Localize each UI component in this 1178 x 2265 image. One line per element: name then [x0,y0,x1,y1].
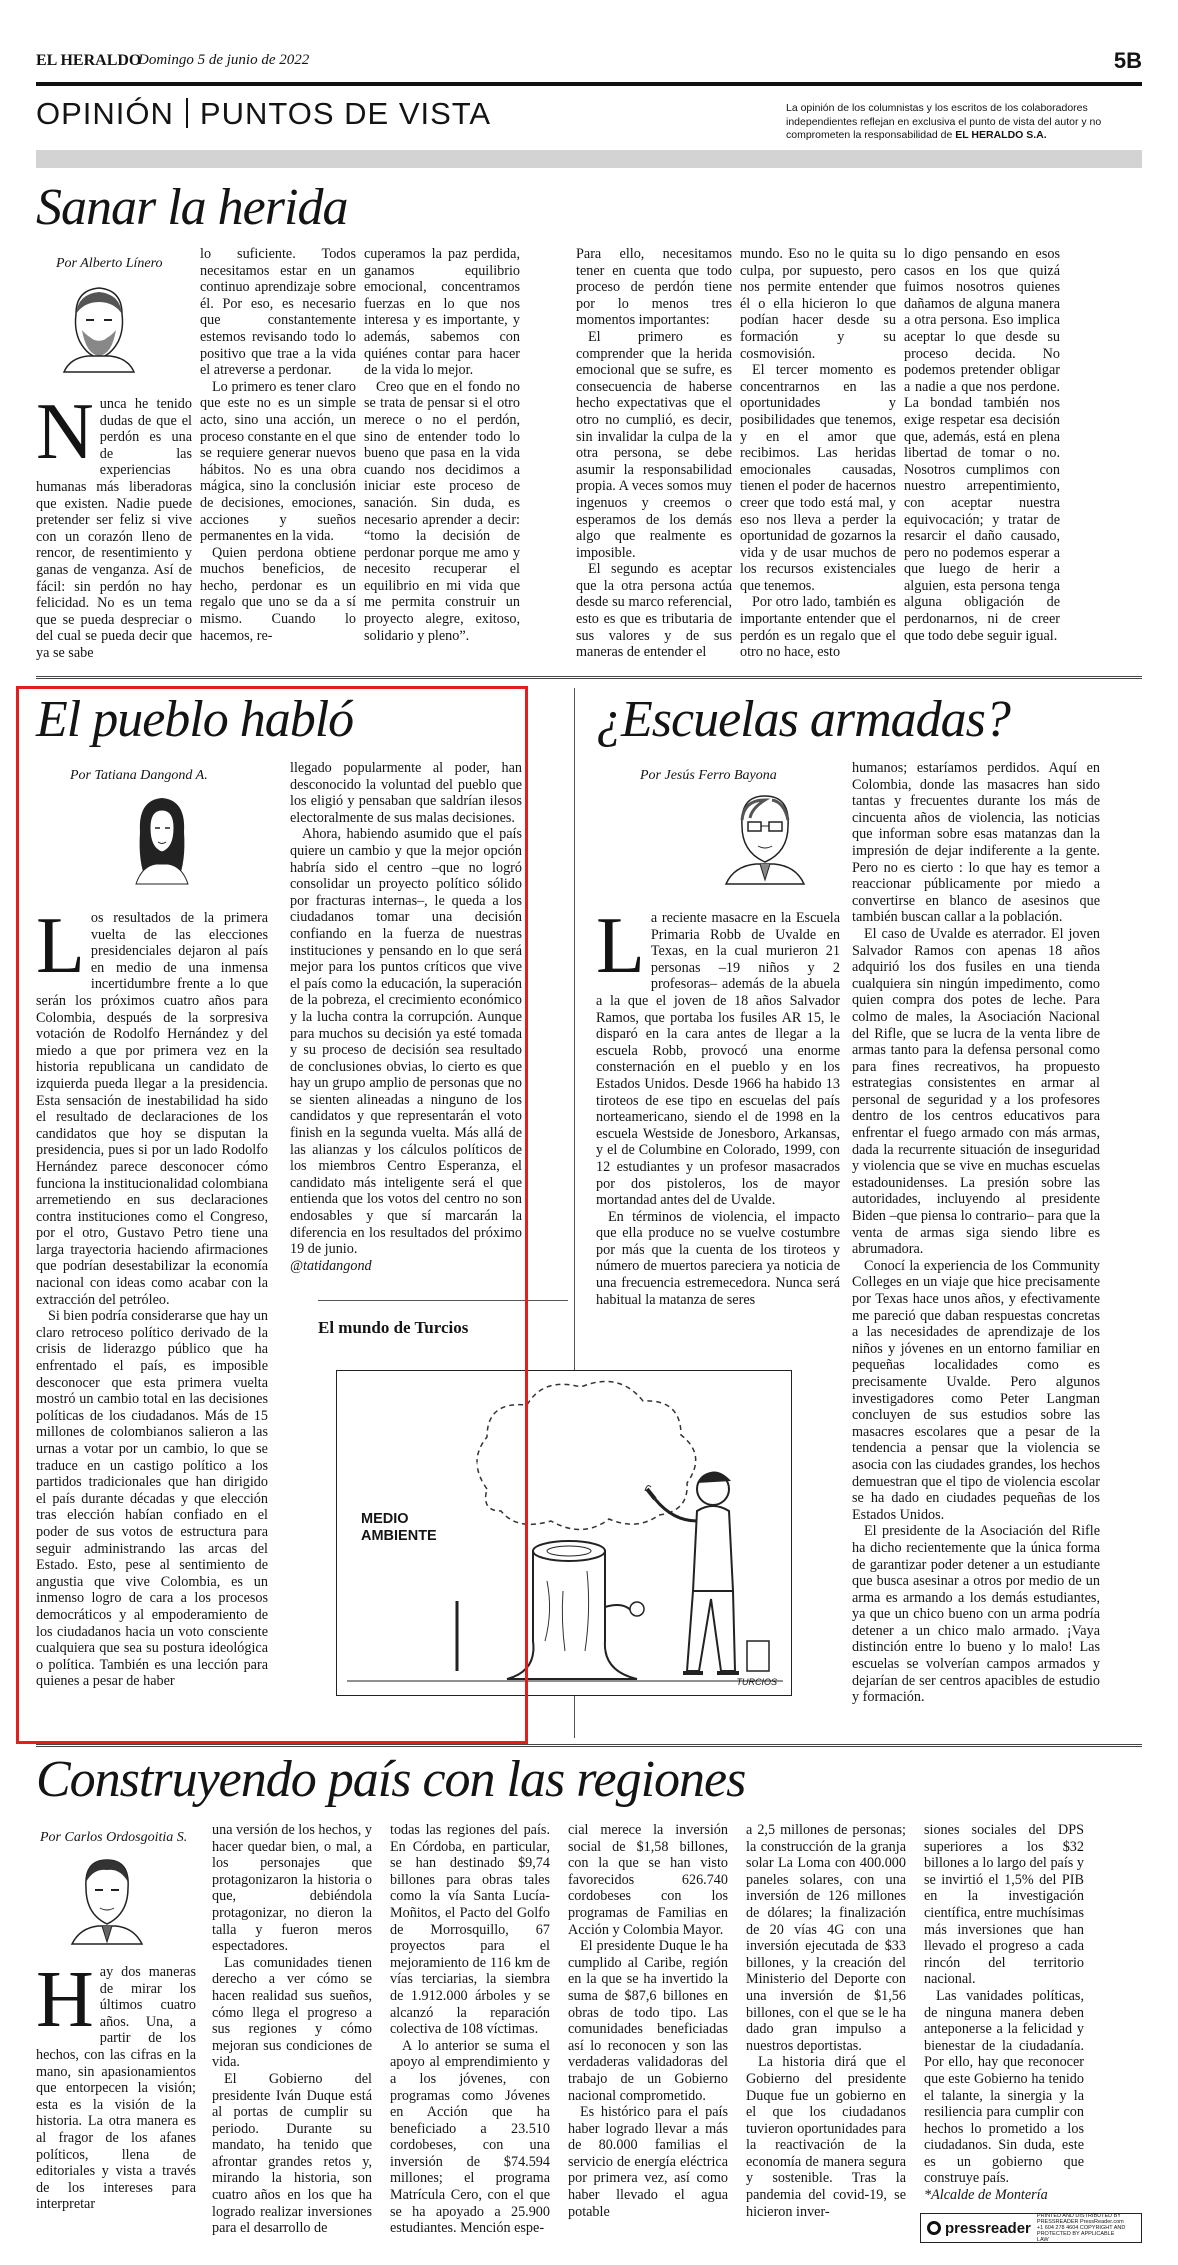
author-handle: @tatidangond [290,1257,372,1274]
article4-col-1: H ay dos maneras de mirar los últimos cuatro años. Una, a partir de los hechos, con las cifras en la mano, sin apasionamientos que entorpecen la visión; esta es la visión de la historia. La otra manera es al fragor de los afanes políticos, llena de editoriales y vista a través de los intereses para interpretar [36,1956,196,2213]
article-title-escuelas: ¿Escuelas armadas? [596,691,1010,748]
byline-dangond: Por Tatiana Dangond A. [70,768,208,783]
divider-bottom [36,1744,1142,1747]
disclaimer: La opinión de los columnistas y los escritos de los colaboradores independientes reflejan en exclusiva el punto de vista del autor y no comprometen la responsabilidad de EL HERALDO S.A. [786,102,1102,142]
article4-col-2: una versión de los hechos, y hacer quedar bien, o mal, a los personajes que protagonizaron la historia o que, debiéndola protagonizar, no dieron la talla y fueron meros espectadores. Las comunidades tienen derecho a ver cómo se hacen realidad sus sueños, cómo llega el progreso a sus regiones y cómo mejoran sus condiciones de vida. El Gobierno del presidente Iván Duque está al portas de cumplir su periodo. Durante su mandato, ha tenido que afrontar grandes retos y, mirando la historia, son cuatro años en los que ha logrado realizar inversiones para el desarrollo de [212,1822,372,2237]
pressreader-fineprint: PRINTED AND DISTRIBUTED BY PRESSREADER PressReader.com +1 604 278 4604 COPYRIGHT AND PROTECTED BY APPLICABLE LAW [1036,2213,1126,2243]
article1-col-2: lo suficiente. Todos necesitamos estar en un continuo aprendizaje sobre él. Por eso, es necesario que constantemente estemos revisando todo lo positivo que trae a la vida el atreverse a perdonar. Lo primero es tener claro que este no es un simple acto, sino una acción, un proceso constante en el que se requiere generar nuevos hábitos. No es una obra mágica, sino la conclusión de decisiones, emociones, acciones y sueños permanentes en la vida. Quien perdona obtiene muchos beneficios, de hecho, perdonar es un regalo que uno se da a sí mismo. Cuando lo hacemos, re- [200,246,357,644]
author-portrait-linero [62,280,136,372]
article-title-sanar: Sanar la herida [36,179,348,236]
article4-col-4: cial merece la inversión social de $1,58 billones, con la que se han visto favorecidos 626.740 cordobeses con los programas de Familias en Acción y Colombia Mayor. El presidente Duque le ha cumplido al Caribe, región en la que se ha invertido la suma de $87,6 billones en obras de todo tipo. Las comunidades beneficiadas así lo reconocen y son las verdaderas validadoras del trabajo de un Gobierno nacional comprometido. Es histórico para el país haber logrado llevar a más de 80.000 familias el servicio de energía eléctrica por primera vez, así como haber llevado el agua potable [568,1822,728,2220]
article3-col-1: L a reciente masacre en la Escuela Primaria Robb de Uvalde en Texas, en la cual murieron 21 personas –19 niños y 2 profesoras– además de la abuela a la que el joven de 18 años Salvador Ramos, que portaba los fusiles AR 15, le disparó en la cara antes de llegar a la escuela Robb, provocó una enorme consternación en el pueblo y en los Estados Unidos. Desde 1966 ha habido 13 tiroteos de ese tipo en escuelas del país norteamericano, siendo el de 1998 en la escuela Westside de Jonesboro, Arkansas, y el de Columbine en Colorado, 1999, con 12 estudiantes y un profesor masacrados por dos pistoleros, los de mayor mortandad antes del de Uvalde. En términos de violencia, el impacto que ella produce no se vuelve costumbre por más que la cuenta de los tiroteos y número de muertos pareciera ya noticia de una frecuencia estremecedora. Nunca será habitual la matanza de seres [596,902,840,1308]
drop-cap: L [596,902,645,990]
masthead-rule [36,82,1142,86]
article1-col-6: lo digo pensando en esos casos en los que quizá fuimos nosotros quienes dañamos de alguna manera a otra persona. Eso implica aceptar lo que desde su proceso decida. No podemos pretender obligar a nadie a que nos perdone. La bondad también nos exige respetar esa decisión que, además, está en plena libertad de tomar o no. Nosotros cumplimos con nuestro arrepentimiento, con aceptar nuestra equivocación; y tratar de resarcir el daño causado, pero no podemos esperar a que luego de herir a alguien, esta persona tenga alguna obligación de perdonarnos, ni de creer que todo debe seguir igual. [904,246,1060,644]
section-band [36,150,1142,168]
section-header [36,96,491,132]
pressreader-icon [927,2221,941,2235]
section-divider [186,98,188,128]
drop-cap: H [36,1956,94,2044]
cartoon-label: MEDIO AMBIENTE [361,1511,437,1544]
pressreader-badge [920,2213,1142,2243]
article2-col-1: L os resultados de la primera vuelta de las elecciones presidenciales dejaron al país en medio de una inmensa incertidumbre frente a lo que serán los próximos cuatro años para Colombia, después de la sorpresiva votación de Rodolfo Hernández y del miedo a que por primera vez en la historia republicana un candidato de izquierda pueda llegar a la presidencia. Esta sensación de inestabilidad ha sido el resultado de declaraciones de los candidatos que hoy se disputan la presidencia, pues si por un lado Rodolfo Hernández parece desconocer cómo funciona la institucionalidad colombiana arremetiendo en sus declaraciones contra instituciones como el Congreso, por el otro, Gustavo Petro tiene una larga trayectoria haciendo afirmaciones que podrían desestabilizar la economía nacional con ideas como acabar con la extracción del petróleo. Si bien podría considerarse que hay un claro retroceso político derivado de la crisis de liderazgo público que ha enfrentado el país, es imposible desconocer que esta primera vuelta mostró un cambio total en las decisiones políticas de los ciudadanos. Más de 15 millones de colombianos salieron a las urnas a votar por un cambio, lo que se traduce en un castigo político a los partidos tradicionales que han dirigido el país durante décadas y que elección tras elección habían confiado en el poder de sus votos de estructura para seguir administrando las arcas del Estado. Esto, pese al sentimiento de angustia que vive Colombia, es un inmenso logro de cara a los procesos democráticos y al empoderamiento de los ciudadanos hacia un voto consciente cualquiera que sea su postura ideológica o política. También es una lección para quienes a pesar de haber [36,902,268,1690]
pressreader-logo: pressreader [945,2219,1031,2237]
byline-ordosgoitia: Por Carlos Ordosgoitia S. [40,1830,188,1845]
author-role: *Alcalde de Montería [924,2187,1048,2204]
article4-col-6: siones sociales del DPS superiores a los $32 billones a lo largo del país y se invirtió el 1,5% del PIB en la investigación científica, entre muchísimas más inversiones que han llevado el progreso a cada rincón del territorio nacional. Las vanidades políticas, de ninguna manera deben anteponerse a la felicidad y bienestar de la ciudadanía. Por ello, hay que reconocer que este Gobierno ha tenido el talante, la sinergia y la resiliencia para cumplir con hechos lo prometido a los ciudadanos. Sin duda, este es un gobierno que construye país. *Alcalde de Montería [924,1822,1084,2204]
article1-col-1: N unca he tenido dudas de que el perdón es una de las experiencias humanas más liberadoras que existen. Nadie puede pretender ser feliz si vive con un corazón lleno de rencor, de resentimiento y ganas de venganza. Así de fácil: sin perdón no hay felicidad. No es un tema que se pueda despreciar o del cual se pueda decir que ya se sabe [36,388,192,661]
author-portrait-ferro [722,788,808,884]
page-number: 5B [1113,48,1142,73]
article2-col-2: llegado popularmente al poder, han desconocido la voluntad del pueblo que los eligió y pensaban que saldrían ilesos electoralmente de sus malas decisiones. Ahora, habiendo asumido que el país quiere un cambio y que la mejor opción habría sido el centro –que no logró consolidar un proyecto político sólido por fracturas internas–, le queda a los ciudadanos tomar una decisión confiando en la fuerza de nuestras instituciones y pensando en lo que será mejor para los puntos críticos que vive el país como la educación, la superación de la pobreza, el crecimiento económico y la lucha contra la corrupción. Aunque para muchos su decisión ya esté tomada y su proceso de decisión sea resultado de conclusiones obvias, lo cierto es que hay un grupo amplio de personas que no se sienten alineadas a ninguno de los candidatos y que representarán el voto finish en la segunda vuelta. Más allá de las alianzas y los cálculos políticos de los miembros Centro Esperanza, el candidato más inteligente será el que entienda que los votos del centro no son endosables y que sí marcarán la diferencia en los resultados del próximo 19 de junio. @tatidangond [290,760,522,1274]
article3-col-2: humanos; estaríamos perdidos. Aquí en Colombia, donde las masacres han sido tantas y frecuentes durante los más de cincuenta años de violencia, las noticias que informan sobre esas matanzas dan la impresión de dejar indiferente a la gente. Pero no es cierto : lo que hay es temor a reaccionar públicamente por miedo a convertirse en blanco de asesinos que también buscan callar a la población. El caso de Uvalde es aterrador. El joven Salvador Ramos con apenas 18 años adquirió los dos fusiles en una tienda cualquiera sin ningún impedimento, como quien compra dos potes de leche. Para colmo de males, la Asociación Nacional del Rifle, que se lucra de la venta libre de armas tanto para la defensa personal como para fines recreativos, ha propuesto estrategias consistentes en armar al personal de seguridad y a los profesores dentro de los centros educativos para enfrentar el fuego armado con más armas, dada la recurrente situación de inseguridad y violencia que se vive en muchas escuelas estadounidenses. La presión sobre las autoridades, incluyendo al presidente Biden –que piensa lo contrario– para que la venta de armas siga siendo libre es abrumadora. Conocí la experiencia de los Community Colleges en un viaje que hice precisamente por Texas hace unos años, y efectivamente me pareció que daban respuestas concretas a las necesidades de aprendizaje de los niños y jóvenes en un entorno familiar en pequeñas localidades como es precisamente Uvalde. Pero algunos investigadores como Peter Langman concluyen de sus estudios sobre las masacres escolares que a pesar de la tendencia a pensar que la violencia se asocia con las ciudades grandes, los hechos demuestran que el tipo de violencia escolar se ha dado en ciudades pequeñas de los Estados Unidos. El presidente de la Asociación del Rifle ha dicho recientemente que la única forma de garantizar poder detener a un estudiante que busca asesinar a otros por medio de un arma es armando a los demás estudiantes, ya que un chico bueno con un arma podría detener a un chico malo armado. ¡Vaya distinción entre lo bueno y lo malo! Las escuelas se volverían campos armados y dejarían de ser centros apacibles de estudio y formación. [852,760,1100,1706]
article1-col-3: cuperamos la paz perdida, ganamos equilibrio emocional, concentramos fuerzas en lo que nos interesa y es importante, y además, sabemos con quiénes contar para hacer de la vida lo mejor. Creo que en el fondo no se trata de pensar si el otro merece o no el perdón, sino de entender todo lo bueno que pasa en la vida cuando nos decidimos a iniciar este proceso de sanación. Sin duda, es necesario aprender a decir: “tomo la decisión de perdonar porque me amo y necesito recuperar el equilibrio en mi vida que me permita construir un proyecto alegre, exitoso, solidario y pleno”. [364,246,520,644]
article-title-construyendo: Construyendo país con las regiones [36,1751,746,1808]
divider-top-bottom [36,676,1142,679]
article4-col-3: todas las regiones del país. En Córdoba, en particular, se han destinado $9,74 billones para obras tales como la vía Santa Lucía-Moñitos, el Pacto del Golfo de Morrosquillo, 67 proyectos para el mejoramiento de 116 km de vías terciarias, la siembra de 1.912.000 árboles y se alcanzó la reparación colectiva de 108 víctimas. A lo anterior se suma el apoyo al emprendimiento y a los jóvenes, con programas como Jóvenes en Acción que ha beneficiado a 23.510 cordobeses, con una inversión de $74.594 millones; el programa Matrícula Cero, con el que se ha apoyado a 25.900 estudiantes. Mención espe- [390,1822,550,2237]
section-left: OPINIÓN [36,96,174,131]
byline-linero: Por Alberto Línero [56,256,163,271]
drop-cap: L [36,902,85,990]
byline-ferro: Por Jesús Ferro Bayona [640,768,777,783]
highlight-frame [16,686,528,1744]
newspaper-brand: EL HERALDO [36,52,142,69]
author-portrait-ordosgoitia [70,1852,144,1944]
cartoon-signature: TURCIOS [736,1677,777,1687]
section-right: PUNTOS DE VISTA [199,96,492,131]
drop-cap: N [36,388,94,476]
article1-col-4: Para ello, necesitamos tener en cuenta que todo proceso de perdón tiene por lo menos tres momentos importantes: El primero es comprender que la herida emocional que se sufre, es consecuencia de haberse hecho expectativas que el otro no cumplió, es decir, sin invalidar la culpa de la otra persona, se debe asumir la responsabilidad propia. A veces somos muy ingenuos y creemos o esperamos de los demás algo que realmente es imposible. El segundo es aceptar que la otra persona actúa desde su marco referencial, esto es que es tributaria de sus valores y de sus maneras de entender el [576,246,732,661]
article-title-pueblo: El pueblo habló [36,691,354,748]
cartoon-title: El mundo de Turcios [318,1318,469,1337]
issue-date: Domingo 5 de junio de 2022 [138,52,310,68]
article4-col-5: a 2,5 millones de personas; la construcción de la granja solar La Loma con 400.000 paneles solares, con una inversión de 126 millones de dólares; la finalización de 20 vías 4G con una inversión ejecutada de $33 billones, y la creación del Ministerio del Deporte con una inversión de $1,56 billones, con el que se le ha dado gran impulso a nuestros deportistas. La historia dirá que el Gobierno del presidente Duque fue un gobierno en el que los ciudadanos tuvieron oportunidades para la reactivación de la economía de manera segura y sostenible. Tras la pandemia del covid-19, se hicieron inver- [746,1822,906,2220]
article1-col-5: mundo. Eso no le quita su culpa, por supuesto, pero nos permite entender que él o ella hicieron lo que podían hacer desde su formación y su cosmovisión. El tercer momento es concentrarnos en las oportunidades y posibilidades que tenemos, y en el amor que recibimos. Las heridas emocionales causadas, tienen el poder de hacernos creer que todo está mal, y eso nos lleva a perder la oportunidad de gozarnos la vida y de usar muchos de los recursos existenciales que tenemos. Por otro lado, también es importante entender que el perdón es un regalo que el otro no hace, esto [740,246,896,661]
